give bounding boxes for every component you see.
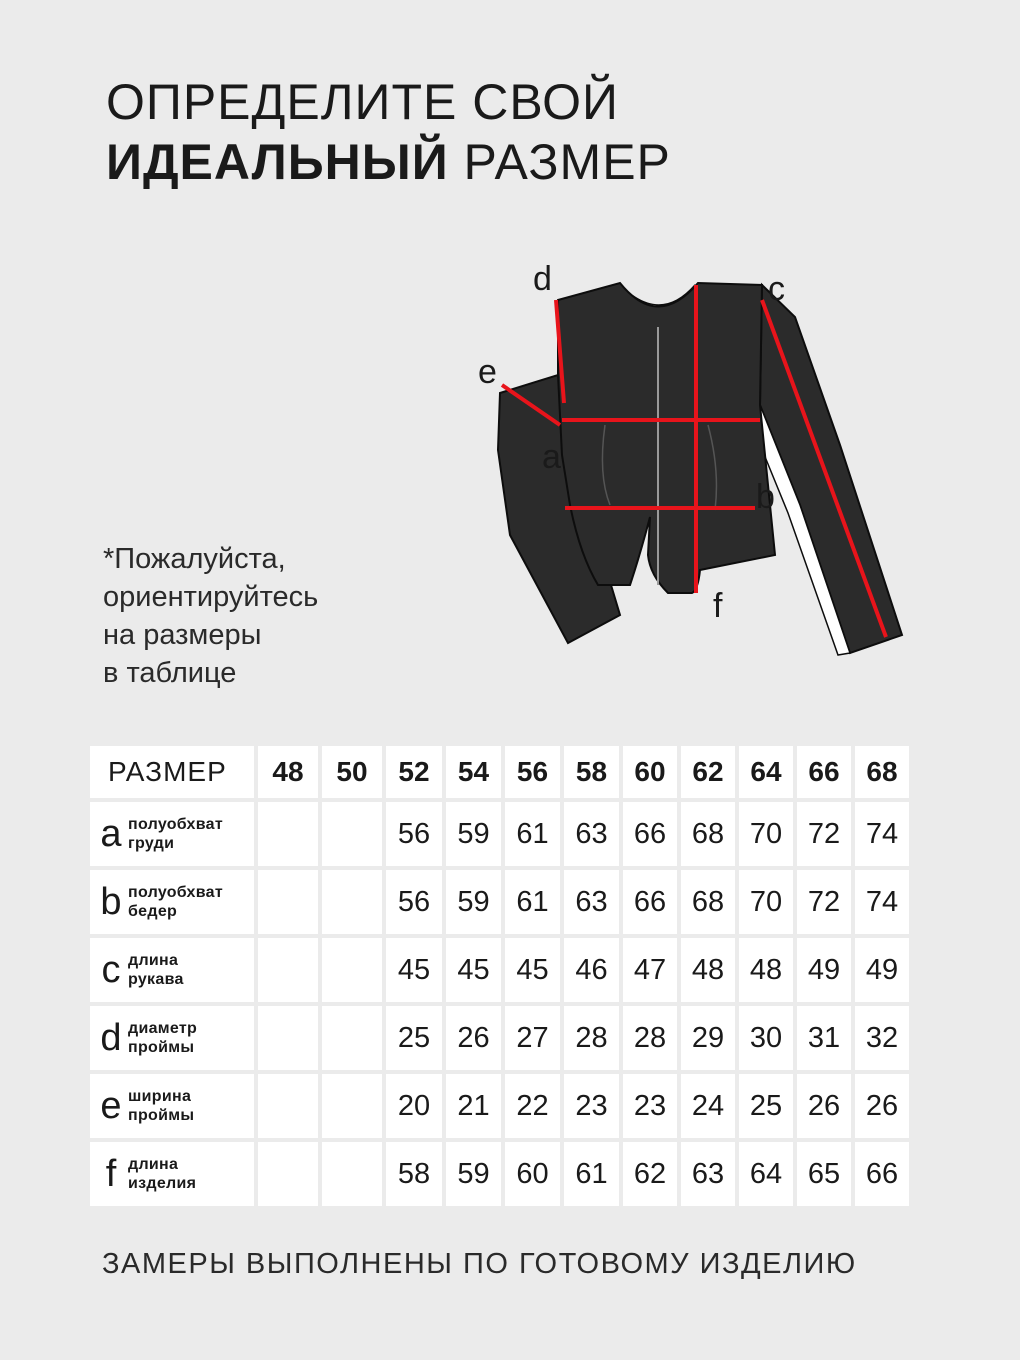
measurement-value: 70 bbox=[739, 802, 793, 866]
size-header-cell: 68 bbox=[855, 746, 909, 798]
measurement-value bbox=[322, 870, 382, 934]
measurement-value bbox=[322, 938, 382, 1002]
measurement-row-e bbox=[90, 1074, 909, 1138]
measurement-letter: b bbox=[100, 881, 122, 923]
measurement-row-f bbox=[90, 1142, 909, 1206]
measurement-value: 45 bbox=[446, 938, 501, 1002]
size-header-cell: 54 bbox=[446, 746, 501, 798]
measurement-name: диаметр проймы bbox=[128, 1020, 198, 1056]
measurement-value: 45 bbox=[505, 938, 560, 1002]
measurement-value: 64 bbox=[739, 1142, 793, 1206]
measurement-value: 74 bbox=[855, 802, 909, 866]
measurement-row-label bbox=[90, 1074, 254, 1138]
size-header-cell: 62 bbox=[681, 746, 735, 798]
measurement-value bbox=[258, 1142, 318, 1206]
measurement-value: 25 bbox=[386, 1006, 442, 1070]
measurement-value bbox=[322, 1006, 382, 1070]
size-header-text: РАЗМЕР bbox=[108, 756, 227, 787]
size-header-cell: 58 bbox=[564, 746, 619, 798]
measurement-name: длина рукава bbox=[128, 952, 184, 988]
measurement-value: 22 bbox=[505, 1074, 560, 1138]
measurement-row-a bbox=[90, 802, 909, 866]
measurement-letter: d bbox=[100, 1017, 122, 1059]
measurement-value bbox=[322, 1074, 382, 1138]
size-header-cell: 64 bbox=[739, 746, 793, 798]
measurement-value: 66 bbox=[623, 870, 677, 934]
measurement-value: 48 bbox=[681, 938, 735, 1002]
title-rest: РАЗМЕР bbox=[448, 134, 671, 190]
title-line-2 bbox=[106, 132, 671, 192]
measurement-value: 23 bbox=[623, 1074, 677, 1138]
measurement-value: 26 bbox=[855, 1074, 909, 1138]
measurement-value bbox=[258, 802, 318, 866]
measurement-row-label bbox=[90, 938, 254, 1002]
measurement-value: 60 bbox=[505, 1142, 560, 1206]
measurement-value: 58 bbox=[386, 1142, 442, 1206]
measurement-value: 72 bbox=[797, 802, 851, 866]
measurement-row-label bbox=[90, 802, 254, 866]
measurement-value bbox=[258, 870, 318, 934]
measurement-name: полуобхват груди bbox=[128, 816, 224, 852]
measurement-value: 66 bbox=[855, 1142, 909, 1206]
size-note: *Пожалуйста, ориентируйтесь на размеры в таблице bbox=[103, 543, 319, 689]
size-header-cell: 50 bbox=[322, 746, 382, 798]
size-header-row bbox=[90, 746, 909, 798]
measurement-value: 27 bbox=[505, 1006, 560, 1070]
size-header-cell: 56 bbox=[505, 746, 560, 798]
measurement-value: 24 bbox=[681, 1074, 735, 1138]
measurement-value bbox=[258, 1006, 318, 1070]
measurement-value: 31 bbox=[797, 1006, 851, 1070]
measurement-name: ширина проймы bbox=[128, 1088, 195, 1124]
measurement-value: 46 bbox=[564, 938, 619, 1002]
measurement-value: 72 bbox=[797, 870, 851, 934]
measurement-value: 20 bbox=[386, 1074, 442, 1138]
measurement-value: 28 bbox=[564, 1006, 619, 1070]
measure-label-b: b bbox=[756, 478, 775, 516]
measurement-value: 29 bbox=[681, 1006, 735, 1070]
measurement-value: 30 bbox=[739, 1006, 793, 1070]
measurement-row-b bbox=[90, 870, 909, 934]
measurement-value: 63 bbox=[564, 870, 619, 934]
size-header-cell: 52 bbox=[386, 746, 442, 798]
measurement-value: 61 bbox=[505, 870, 560, 934]
measurement-value: 74 bbox=[855, 870, 909, 934]
measurement-row-c bbox=[90, 938, 909, 1002]
measurement-value: 59 bbox=[446, 870, 501, 934]
measurement-row-d bbox=[90, 1006, 909, 1070]
measurement-value: 45 bbox=[386, 938, 442, 1002]
measurement-value: 61 bbox=[564, 1142, 619, 1206]
measurement-value: 25 bbox=[739, 1074, 793, 1138]
measurement-value: 49 bbox=[855, 938, 909, 1002]
measurement-value: 32 bbox=[855, 1006, 909, 1070]
measurement-value: 62 bbox=[623, 1142, 677, 1206]
size-header-cell: 60 bbox=[623, 746, 677, 798]
size-header-label bbox=[90, 746, 254, 798]
measurement-value: 48 bbox=[739, 938, 793, 1002]
measure-label-d: d bbox=[533, 260, 552, 298]
page-title bbox=[106, 72, 671, 192]
measurement-row-label bbox=[90, 870, 254, 934]
measurement-value: 65 bbox=[797, 1142, 851, 1206]
measurement-value: 59 bbox=[446, 1142, 501, 1206]
measurement-value: 21 bbox=[446, 1074, 501, 1138]
measurement-name: полуобхват бедер bbox=[128, 884, 224, 920]
measurement-row-label bbox=[90, 1142, 254, 1206]
size-table bbox=[86, 742, 913, 1210]
measurement-value bbox=[322, 1142, 382, 1206]
measurement-label-wrap bbox=[90, 815, 254, 853]
measurement-value: 70 bbox=[739, 870, 793, 934]
measurement-label-wrap bbox=[90, 1155, 254, 1193]
measurement-value: 26 bbox=[797, 1074, 851, 1138]
measurement-value: 47 bbox=[623, 938, 677, 1002]
measurement-label-wrap bbox=[90, 1087, 254, 1125]
measurement-value: 23 bbox=[564, 1074, 619, 1138]
measurement-value: 63 bbox=[681, 1142, 735, 1206]
measurement-value: 68 bbox=[681, 802, 735, 866]
size-header-cell: 66 bbox=[797, 746, 851, 798]
measurement-label-wrap bbox=[90, 1019, 254, 1057]
measure-label-f: f bbox=[713, 587, 723, 625]
measurement-value: 63 bbox=[564, 802, 619, 866]
measurement-letter: f bbox=[105, 1153, 117, 1195]
measurement-letter: a bbox=[100, 813, 122, 855]
measurement-label-wrap bbox=[90, 883, 254, 921]
title-bold-word: ИДЕАЛЬНЫЙ bbox=[106, 134, 449, 190]
measurement-label-wrap bbox=[90, 951, 254, 989]
measurement-value: 26 bbox=[446, 1006, 501, 1070]
jacket-body bbox=[558, 283, 775, 593]
measurement-name: длина изделия bbox=[128, 1156, 197, 1192]
measurement-value bbox=[322, 802, 382, 866]
measurement-value: 28 bbox=[623, 1006, 677, 1070]
measurement-value bbox=[258, 938, 318, 1002]
measurement-value: 56 bbox=[386, 870, 442, 934]
measure-label-c: c bbox=[768, 270, 785, 308]
measurement-letter: e bbox=[100, 1085, 122, 1127]
footer-note: ЗАМЕРЫ ВЫПОЛНЕНЫ ПО ГОТОВОМУ ИЗДЕЛИЮ bbox=[102, 1248, 857, 1280]
jacket-measurement-diagram bbox=[470, 255, 920, 675]
measurement-value: 66 bbox=[623, 802, 677, 866]
measurement-value: 59 bbox=[446, 802, 501, 866]
size-header-cell: 48 bbox=[258, 746, 318, 798]
measurement-value: 68 bbox=[681, 870, 735, 934]
measurement-value: 61 bbox=[505, 802, 560, 866]
measure-label-a: a bbox=[542, 438, 561, 476]
measurement-letter: c bbox=[101, 949, 121, 991]
title-line-1: ОПРЕДЕЛИТЕ СВОЙ bbox=[106, 74, 619, 130]
measurement-row-label bbox=[90, 1006, 254, 1070]
measurement-value: 49 bbox=[797, 938, 851, 1002]
measurement-value bbox=[258, 1074, 318, 1138]
measurement-value: 56 bbox=[386, 802, 442, 866]
measure-label-e: e bbox=[478, 353, 497, 391]
